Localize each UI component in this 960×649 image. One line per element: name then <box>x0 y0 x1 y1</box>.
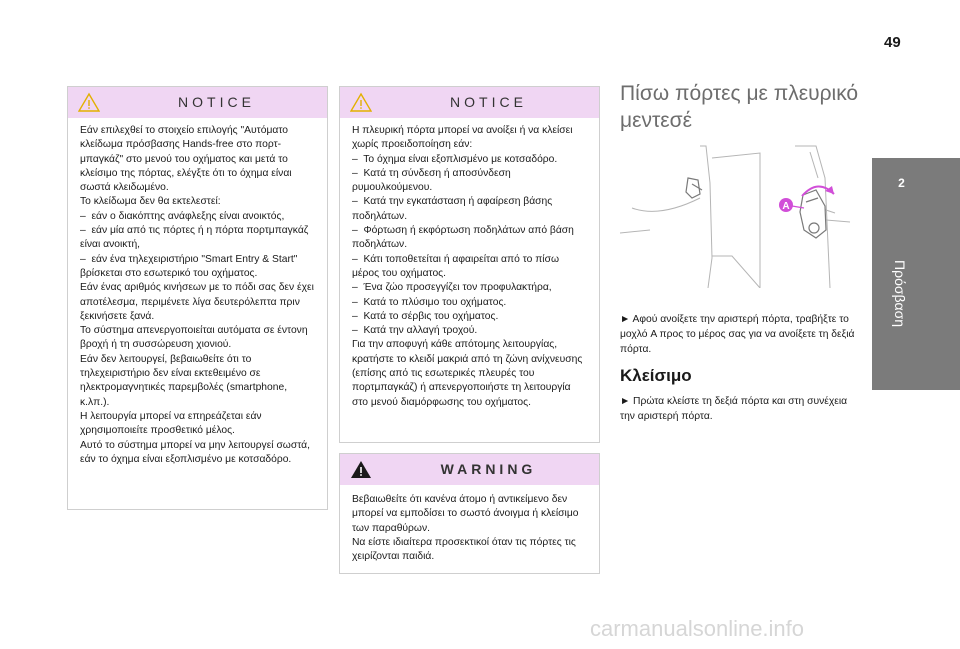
notice-title: NOTICE <box>450 94 527 110</box>
page-number: 49 <box>884 34 901 51</box>
site-watermark: carmanualsonline.info <box>590 616 805 641</box>
notice-paragraph: – εάν ένα τηλεχειριστήριο "Smart Entry & Start" βρίσκεται στο εσωτερικό του οχήματος. <box>80 253 301 279</box>
notice-paragraph: – Κατά το σέρβις του οχήματος. <box>352 310 499 322</box>
warning-title: WARNING <box>440 461 537 477</box>
closing-heading: Κλείσιμο <box>620 366 692 385</box>
notice-paragraph: – Κατά τη σύνδεση ή αποσύνδεση ρυμουλκούμενου. <box>352 167 514 194</box>
chapter-number: 2 <box>898 176 905 190</box>
instruction-step-1: ► Αφού ανοίξετε την αριστερή πόρτα, τραβήξτε το μοχλό A προς το μέρος σας για να ανοίξετε τη δεξιά πόρτα. <box>620 314 855 355</box>
notice-header <box>340 87 599 118</box>
rear-door-drawing <box>620 138 858 288</box>
caution-triangle-icon <box>78 92 100 112</box>
notice-box-2 <box>339 86 600 443</box>
callout-a-label: A <box>782 201 790 212</box>
caution-triangle-icon <box>350 92 372 112</box>
notice-paragraph: Εάν δεν λειτουργεί, βεβαιωθείτε ότι το τηλεχειριστήριο δεν είναι εκτεθειμένο σε ηλεκτρομαγνητικές παρεμβολές (smartphone, κ.λπ.). <box>80 353 290 408</box>
notice-header <box>68 87 327 118</box>
notice-paragraph: Το σύστημα απενεργοποιείται αυτόματα σε έντονη βροχή ή τη συσσώρευση χιονιού. <box>80 325 311 351</box>
instruction-step-2: ► Πρώτα κλείστε τη δεξιά πόρτα και στη συνέχεια την αριστερή πόρτα. <box>620 396 848 422</box>
section-title: Πίσω πόρτες με πλευρικό μεντεσέ <box>620 82 859 132</box>
warning-triangle-icon <box>350 459 372 479</box>
notice-paragraph: Η λειτουργία μπορεί να επηρεάζεται εάν χρησιμοποιείτε προσθετικό μέλος. <box>80 410 265 437</box>
chapter-label: Πρόσβαση <box>892 260 908 328</box>
warning-paragraph: Βεβαιωθείτε ότι κανένα άτομο ή αντικείμενο δεν μπορεί να εμποδίσει το σωστό άνοιγμα ή κλείσιμο των παραθύρων. <box>352 494 582 534</box>
notice-paragraph: – Κάτι τοποθετείται ή αφαιρείται από το πίσω μέρος του οχήματος. <box>352 253 562 279</box>
warning-paragraph: Να είστε ιδιαίτερα προσεκτικοί όταν τις πόρτες τις χειρίζονται παιδιά. <box>352 536 579 563</box>
notice-paragraph: – Το όχημα είναι εξοπλισμένο με κοτσαδόρο. <box>352 153 558 165</box>
notice-paragraph: Για την αποφυγή κάθε απότομης λειτουργίας, κρατήστε το κλειδί μακριά από τη ζώνη ανίχνευσης (επίσης από τις εσωτερικές πλευρές του πορτμπαγκάζ) ή απενεργοποιήστε τη λειτουργία στο μενού διαμόρφωσης του οχήματος. <box>352 339 586 408</box>
warning-box <box>339 453 600 574</box>
notice-paragraph: – εάν μία από τις πόρτες ή η πόρτα πορτμπαγκάζ είναι ανοικτή, <box>80 225 312 251</box>
notice-paragraph: Το κλείδωμα δεν θα εκτελεστεί: <box>80 196 221 208</box>
notice-paragraph: – Κατά το πλύσιμο του οχήματος. <box>352 296 507 308</box>
notice-paragraph: Εάν επιλεχθεί το στοιχείο επιλογής "Αυτόματο κλείδωμα πρόσβασης Hands-free στο πορτ-μπαγκάζ" στο μενού του οχήματος και μετά το κλείσιμο της πόρτας, ελέγξτε ότι το όχημα είναι σωστά κλειδωμένο. <box>80 125 295 194</box>
notice-paragraph: – Ένα ζώο προσεγγίζει τον προφυλακτήρα, <box>352 282 552 294</box>
notice-paragraph: – εάν ο διακόπτης ανάφλεξης είναι ανοικτός, <box>80 210 285 222</box>
notice-box-1 <box>67 86 328 510</box>
notice-paragraph: Η πλευρική πόρτα μπορεί να ανοίξει ή να κλείσει χωρίς προειδοποίηση εάν: <box>352 125 576 151</box>
warning-header <box>340 454 599 485</box>
notice-paragraph: Αυτό το σύστημα μπορεί να μην λειτουργεί σωστά, εάν το όχημα είναι εξοπλισμένο με κοτσαδόρο. <box>80 439 313 465</box>
rear-door-illustration <box>620 138 858 288</box>
notice-paragraph: Εάν ένας αριθμός κινήσεων με το πόδι σας δεν έχει αποτέλεσμα, περιμένετε λίγα δευτερόλεπτα πριν ξεκινήσετε ξανά. <box>80 282 317 322</box>
chapter-tab <box>872 158 960 390</box>
notice-paragraph: – Κατά την εγκατάσταση ή αφαίρεση βάσης ποδηλάτων. <box>352 196 556 222</box>
notice-paragraph: – Κατά την αλλαγή τροχού. <box>352 325 478 337</box>
notice-paragraph: – Φόρτωση ή εκφόρτωση ποδηλάτων από βάση ποδηλάτων. <box>352 225 577 251</box>
notice-title: NOTICE <box>178 94 255 110</box>
